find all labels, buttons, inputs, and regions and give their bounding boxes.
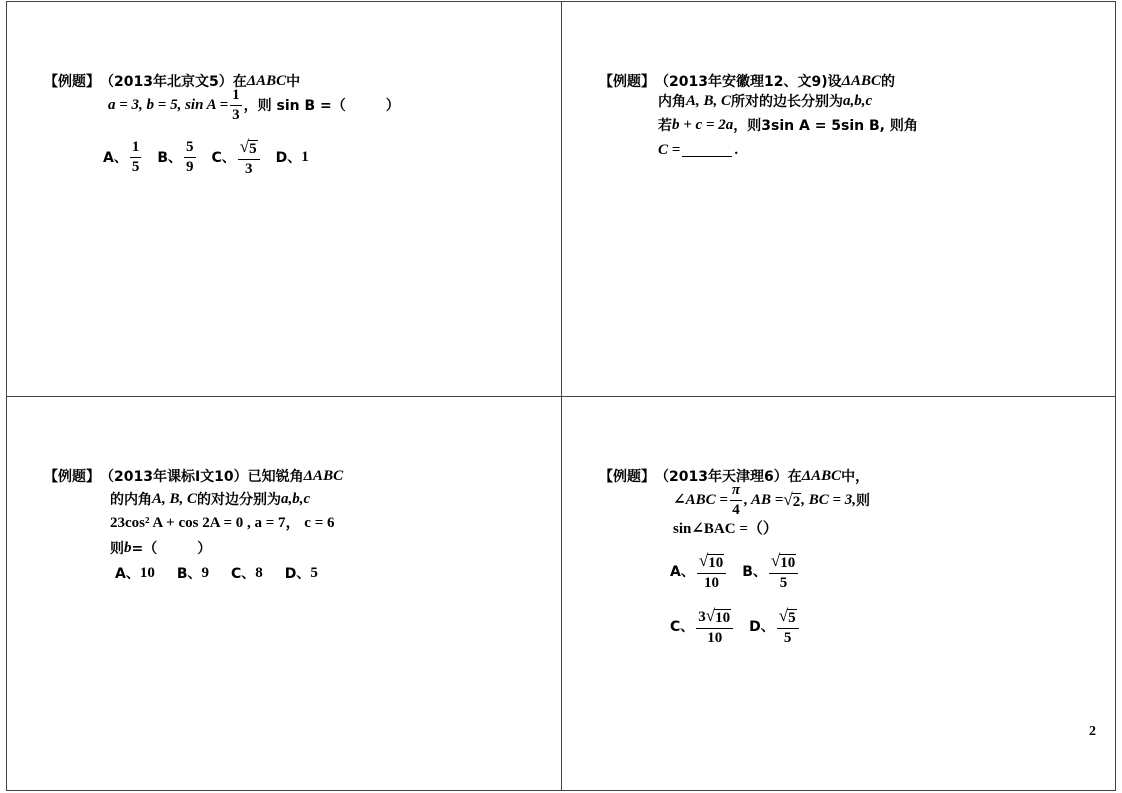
option-c: C、 8 [231, 565, 263, 582]
option-c: C、 3 √ 10 10 [670, 607, 735, 646]
option-d: D、 1 [275, 149, 309, 166]
problem-heading: 【例题】 （2013年安徽理12、文9) 设 ΔABC 的 [599, 73, 896, 90]
page-number: 2 [1089, 724, 1096, 739]
triangle-name: ΔABC [246, 73, 287, 89]
answer-options-row1 [670, 552, 814, 591]
problem-source: （2013年安徽理12、文9) [655, 73, 828, 90]
equation-line: 23cos² A + cos 2A = 0 , a = 7， c = 6 [110, 515, 335, 531]
document-page: 【例题】 （2013年北京文5） 在 ΔABC 中 a = 3, b = 5, sin A = $\frac{1}{3}$ ，则 sin B =（ ） A、 $\frac{1}{5}$ B、 $\frac{5}{9}$ C、 √ 5 3 D、 1 【例题】 （2013年安徽理12、文9) 设 ΔABC 的 内角 A, B, C 所对的边长分别为 a,b,c 若 b + c = 2a ，则3sin A = 5sin B, 则角 C = . 【例题】 （2013年课标Ⅰ文10） 已知锐角 ΔABC 的内角 A, B, C 的对边分别为 a,b,c 23cos² A + cos 2A = 0 , a = 7， c = 6 则 b =（ ） A、 10 B、 9 C、 8 D、 5 【例题】 （2013年天津理6） 在 ΔABC 中， ∠ABC = $\frac{\pi}{4}$ , AB = √ 2 , BC = 3, 则 sin∠BAC =（ ） A、 √ 10 10 B、 √ 10 5 C、 3 √ 10 10 D、 √ 5 5 2 [0, 0, 1122, 793]
problem-heading: 【例题】 （2013年天津理6） 在 ΔABC 中， [599, 468, 870, 485]
problem-heading: 【例题】 （2013年课标Ⅰ文10） 已知锐角 ΔABC [44, 468, 344, 485]
option-d: D、 √ 5 5 [749, 607, 800, 646]
fraction: $\frac{\pi}{4}$ [731, 482, 741, 518]
option-b: B、 √ 10 5 [742, 552, 800, 591]
answer-blank [682, 144, 732, 157]
problem-heading: 【例题】 （2013年北京文5） 在 ΔABC 中 [44, 73, 301, 90]
option-b: B、 $\frac{5}{9}$ [157, 138, 194, 175]
option-a: A、 √ 10 10 [670, 552, 728, 591]
triangle-name: ΔABC [841, 73, 882, 89]
triangle-name: ΔABC [303, 468, 344, 484]
problem-label: 【例题】 [44, 468, 100, 485]
horizontal-divider [6, 396, 1116, 397]
problem-source: （2013年天津理6） [655, 468, 788, 485]
option-a: A、 10 [115, 565, 155, 582]
option-a: A、 $\frac{1}{5}$ [103, 138, 140, 175]
problem-source: （2013年课标Ⅰ文10） [100, 468, 248, 485]
option-d: D、 5 [284, 565, 318, 582]
fraction: $\frac{1}{3}$ [232, 87, 240, 123]
problem-label: 【例题】 [44, 73, 100, 90]
triangle-name: ΔABC [801, 468, 842, 484]
option-b: B、 9 [176, 565, 210, 582]
answer-options [115, 566, 332, 581]
problem-label: 【例题】 [599, 73, 655, 90]
answer-options-row2 [670, 607, 815, 646]
given-line: a = 3, b = 5, sin A = $\frac{1}{3}$ ，则 sin B =（ ） [108, 87, 400, 123]
sqrt-sign: √ 5 [239, 137, 257, 157]
sqrt-sign: √ 2 [783, 490, 801, 510]
option-c: C、 √ 5 3 [212, 138, 262, 177]
problem-source: （2013年北京文5） [100, 73, 233, 90]
answer-options [103, 138, 323, 177]
problem-label: 【例题】 [599, 468, 655, 485]
